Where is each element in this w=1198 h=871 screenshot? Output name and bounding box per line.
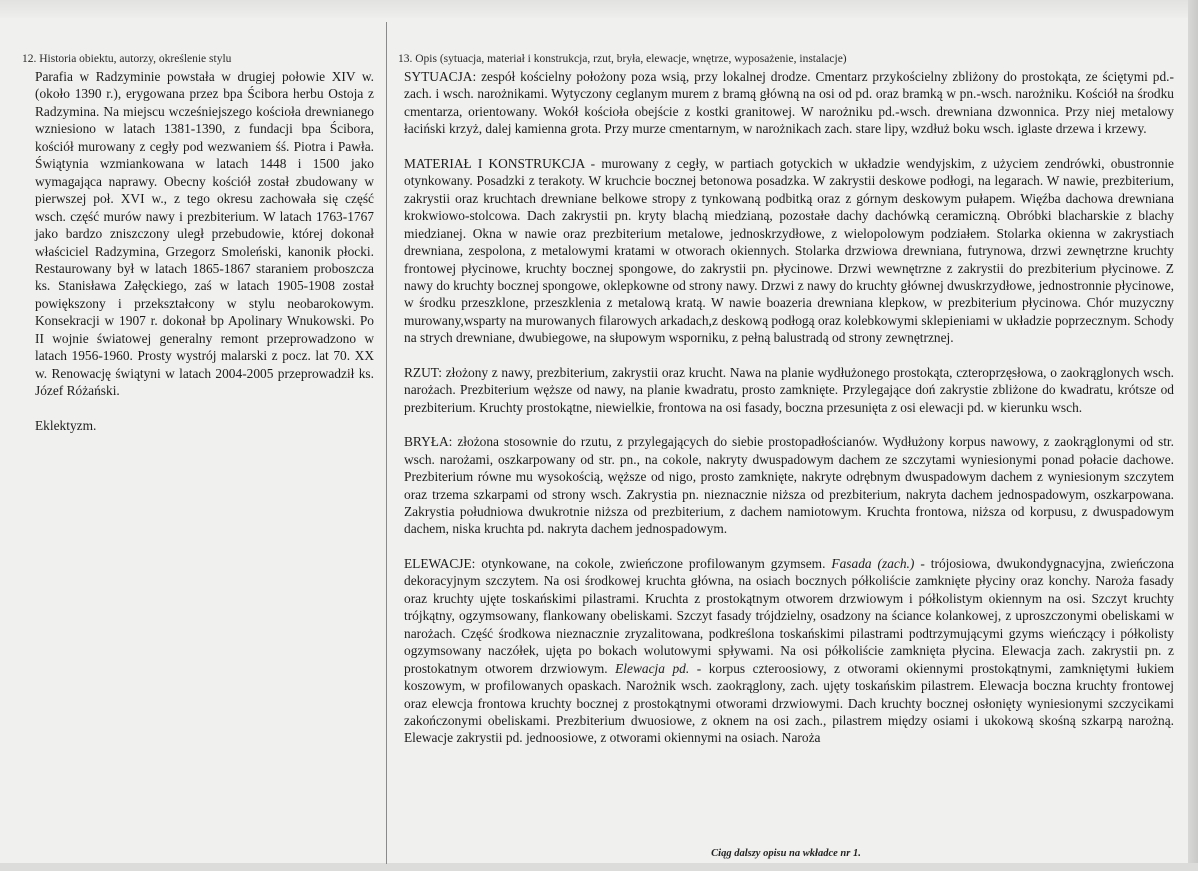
description-text xyxy=(404,68,1174,747)
rzut-paragraph: RZUT: złożony z nawy, prezbiterium, zakrystii oraz krucht. Nawa na planie wydłużonego prostokąta, czteroprzęsłowa, o zaokrąglonych wsch. narożach. Prezbiterium węższe od nawy, na planie kwadratu, prosto zamknięte. Przylegające doń zakrystie zbliżone do kwadratu, krótsze od prezbiterium. Kruchty prostokątne, niewielkie, frontowa na osi fasady, boczna przesunięta z osi elewacji pd. w kierunku wsch. xyxy=(404,364,1174,415)
elewacje-end: - korpus czteroosiowy, z otworami okiennymi prostokątnymi, zamkniętymi łukiem koszowym, w profilowanych opaskach. Narożnik wsch. zaokrąglony, zach. ujęty toskańskim pilastrem. Elewacja boczna kruchty frontowej oraz elewcja frontowa kruchty bocznej z prostokątnymi otworami drzwiowymi. Dach kruchty bocznej osłonięty wyniesionymi szczycikami zakończonymi obeliskami. Prezbiterium dwuosiowe, z oknem na osi zach., pilastrem między osiami i ukokową skośną szkarpą narożną. Elewacje zakrystii pd. jednoosiowe, z otworami okiennymi na osiach. Naroża xyxy=(404,660,1174,746)
column-divider xyxy=(386,22,387,864)
elewacje-mid: - trójosiowa, dwukondygnacyjna, zwieńczona dekoracyjnym szczytem. Na osi środkowej kruchta główna, na osiach bocznych półkoliście zamknięte płyciny oraz konchy. Naroża fasady oraz kruchty ujęte toskańskimi pilastrami. Kruchta z prostokątnym otworem drzwiowym i półkolistym okiennym na osi. Szczyt kruchty trójkątny, ogzymsowany, flankowany obeliskami. Szczyt fasady trójdzielny, osadzony na ściance kolankowej, z uproszczonymi obeliskami w narożach. Część środkowa nieznacznie zryzalitowana, podkreślona toskańskimi pilastrami podtrzymującymi gzyms wieńczący i półkolisty ogzymsowany naczółek, ujęta po bokach wolutowymi spływami. Na osi półkoliście zamknięta płycina. Elewacja zach. zakrystii pn. z prostokatnym otworem drzwiowym. xyxy=(404,555,1174,676)
elewacje-paragraph xyxy=(404,555,1174,747)
description-heading: 13. Opis (sytuacja, materiał i konstrukcja, rzut, bryła, elewacje, wnętrze, wyposażenie, instalacje) xyxy=(398,53,847,65)
elewacja-pd-label: Elewacja pd. xyxy=(615,660,690,676)
sytuacja-paragraph: SYTUACJA: zespół kościelny położony poza wsią, przy lokalnej drodze. Cmentarz przykościelny zbliżony do prostokąta, ze ściętymi pd.-zach. i wsch. narożnikami. Wytyczony ceglanym murem z bramą główną na osi od pd. oraz bramką w pn.-wsch. narożniku. Kościół na środku cmentarza, orientowany. Wokół kościoła obejście z kostki granitowej. W narożniku pd.-wsch. drewniana dzwonnica. Przy niej metalowy łaciński krzyż, dalej kamienna grota. Przy murze cmentarnym, w narożnikach zach. stare lipy, wzdłuż boku wsch. iglaste drzewa i krzewy. xyxy=(404,69,1174,137)
history-paragraph: Parafia w Radzyminie powstała w drugiej połowie XIV w. (około 1390 r.), erygowana przez bpa Ścibora herbu Ostoja z Radzymina. Na miejscu wcześniejszego kościoła drewnianego wzniesiono w latach 1381-1390, z fundacji bpa Ścibora, kościół murowany z cegły pod wezwaniem śś. Piotra i Pawła. Świątynia wzmiankowana w latach 1448 i 1500 jako wymagająca naprawy. Obecny kościół został zbudowany w pierwszej poł. XVI w., z tego okresu zachowała się część wsch. część murów nawy i prezbiterium. W latach 1763-1767 jako bardzo zniszczony uległ przebudowie, której dokonał właściciel Radzymina, Grzegorz Smoleński, kanonik płocki. Restaurowany był w latach 1865-1867 staraniem proboszcza ks. Stanisława Załęckiego, zaś w latach 1905-1908 został powiększony i przekształcony w stylu neobarokowym. Konsekracji w 1907 r. dokonał bp Apolinary Wnukowski. Po II wojnie światowej generalny remont przeprowadzono w latach 1956-1960. Prosty wystrój malarski z pocz. lat 70. XX w. Renowację świątyni w latach 2004-2005 przeprowadził ks. Józef Różański. xyxy=(35,69,374,399)
history-column xyxy=(22,52,374,434)
style-paragraph: Eklektyzm. xyxy=(35,417,97,433)
material-paragraph: MATERIAŁ I KONSTRUKCJA - murowany z cegły, w partiach gotyckich w układzie wendyjskim, z użyciem zendrówki, obustronnie otynkowany. Posadzki z terakoty. W kruchcie bocznej betonowa posadzka. W zakrystii deskowe podłogi, na legarach. W nawie, prezbiterium, zakrystii oraz kruchtach drewniane belkowe stropy z tynkowaną podbitką oraz z górnym deskowym pułapem. Więźba dachowa drewniana krokwiowo-stolcowa. Dach zakrystii pn. kryty blachą miedzianą, pozostałe dachy dachówką ceramiczną. Obróbki blacharskie z blachy miedzianej. Okna w nawie oraz prezbiterium metalowe, jednoskrzydłowe, z wielopolowym podziałem. Stolarka okienna w zakrystiach drewniana, zespolona, z metalowymi kratami w otworach okiennych. Stolarka drzwiowa drewniana, futrynowa, drzwi zewnętrzne kruchty frontowej płycinowe, kruchty bocznej spongowe, do zakrystii pn. płycinowe. Drzwi wewnętrzne z zakrystii do prezbiterium płycinowe. Z nawy do kruchty bocznej spongowe, oklepkowne od strony nawy. Drzwi z nawy do kruchty głównej dwuskrzydłowe, jednostronnie płycinowe, w środku przeszklone, przeszklenia z metalową kratą. W nawie boazeria drewniana klepkow, w prezbiterium płycinowa. Chór muzyczny murowany,wsparty na murowanych filarowych arkadach,z deskową podłogą oraz kolebkowymi sklepieniami w układzie poprzecznym. Schody na strych drewniane, dwubiegowe, na słupowym wsporniku, z pełną balustradą od strony zewnętrznej. xyxy=(404,155,1174,346)
description-column xyxy=(398,52,1174,747)
elewacje-lead: ELEWACJE: otynkowane, na cokole, zwieńczone profilowanym gzymsem. xyxy=(404,555,832,571)
scan-right-edge xyxy=(1188,0,1198,871)
bryla-paragraph: BRYŁA: złożona stosownie do rzutu, z przylegających do siebie prostopadłościanów. Wydłużony korpus nawowy, z zaokrąglonymi od str. wsch. narożami, oszkarpowany od str. pn., na cokole, nakryty dwuspadowym dachem ze szczytami wyniesionymi ponad połacie dachowe. Prezbiterium równe mu wysokością, węższe od nigo, prosto zamknięte, nakryte odrębnym dwuspadowym dachem z wyniesionym szczytem oraz trzema szkarpami od strony wsch. Zakrystia pn. nieznacznie niższa od prezbiterium, nakryta dachem jednospadowym, oszkarpowana. Zakrystia południowa dwukrotnie niższa od prezbiterium, z dachem namiotowym. Kruchta frontowa, niższa od korpusu, z dwuspadowym dachem, niska kruchta pd. nakryta dachem jednospadowym. xyxy=(404,434,1174,537)
continuation-note: Ciąg dalszy opisu na wkładce nr 1. xyxy=(711,848,861,859)
scan-bottom-edge xyxy=(0,863,1198,871)
history-text xyxy=(35,68,374,434)
scan-top-edge xyxy=(0,0,1198,18)
fasada-label: Fasada (zach.) xyxy=(831,555,915,571)
history-heading: 12. Historia obiektu, autorzy, określenie stylu xyxy=(22,53,232,65)
